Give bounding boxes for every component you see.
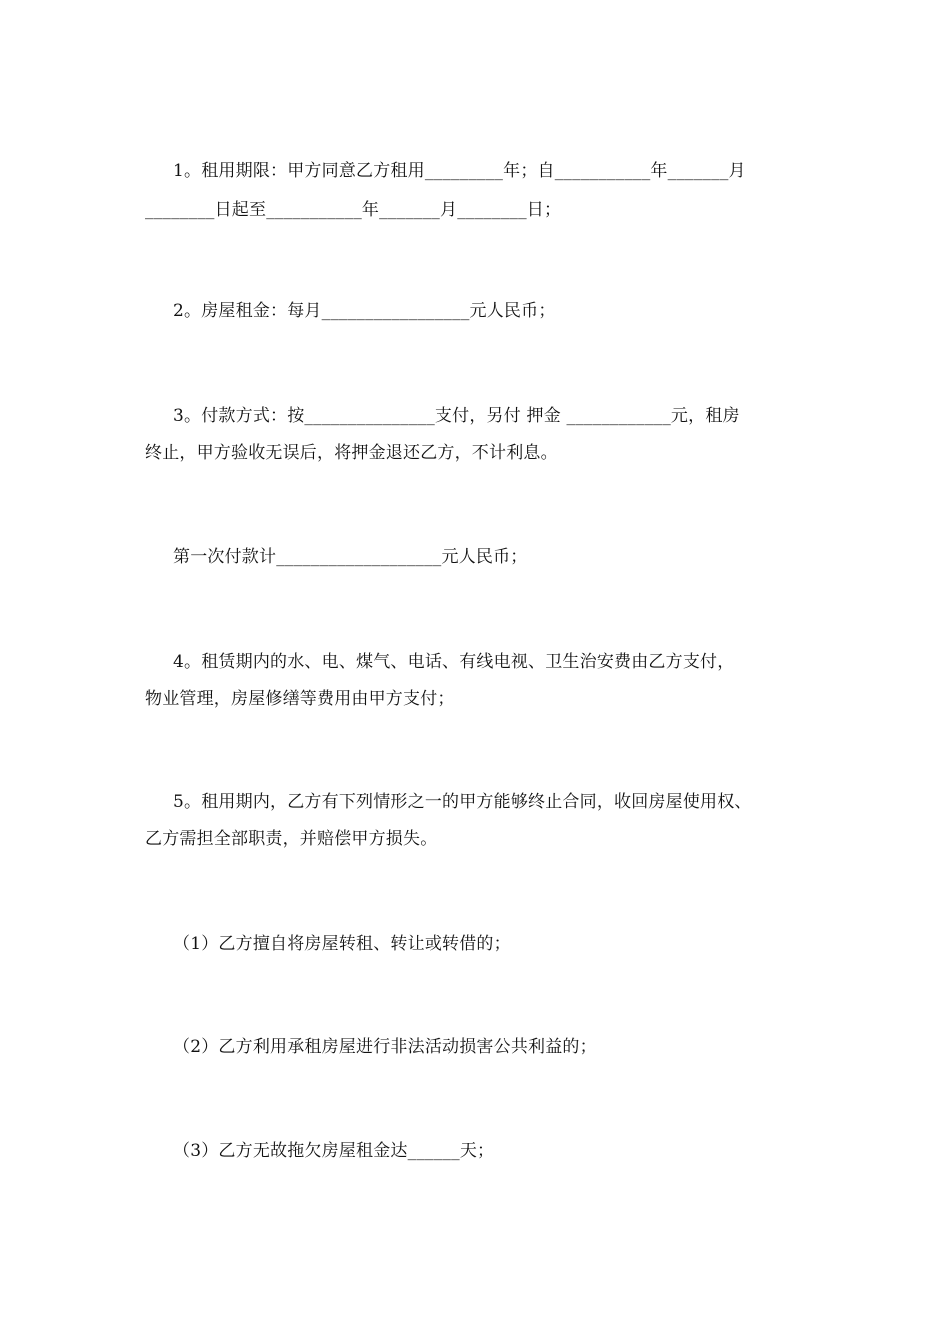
clause-1-line-2: ________日起至___________年_______月________日； bbox=[145, 200, 562, 220]
clause-2-line-1: 2。房屋租金：每月_________________元人民币； bbox=[173, 301, 556, 321]
clause-1-line-1: 1。租用期限：甲方同意乙方租用_________年；自___________年_______月 bbox=[173, 161, 746, 181]
clause-4-line-2: 物业管理，房屋修缮等费用由甲方支付； bbox=[145, 689, 455, 709]
clause-5-line-1: 5。租用期内，乙方有下列情形之一的甲方能够终止合同，收回房屋使用权、 bbox=[173, 792, 752, 812]
clause-5-item-2: （2）乙方利用承租房屋进行非法活动损害公共利益的； bbox=[173, 1037, 597, 1057]
clause-5-item-3: （3）乙方无故拖欠房屋租金达______天； bbox=[173, 1141, 495, 1161]
clause-3-line-2: 终止，甲方验收无误后，将押金退还乙方，不计利息。 bbox=[145, 443, 558, 463]
clause-3-line-1: 3。付款方式：按_______________支付，另付 押金 ____________元，租房 bbox=[173, 406, 740, 426]
clause-5-item-1: （1）乙方擅自将房屋转租、转让或转借的； bbox=[173, 934, 511, 954]
first-payment-line: 第一次付款计___________________元人民币； bbox=[173, 547, 528, 567]
clause-4-line-1: 4。租赁期内的水、电、煤气、电话、有线电视、卫生治安费由乙方支付， bbox=[173, 652, 735, 672]
clause-5-line-2: 乙方需担全部职责，并赔偿甲方损失。 bbox=[145, 829, 438, 849]
